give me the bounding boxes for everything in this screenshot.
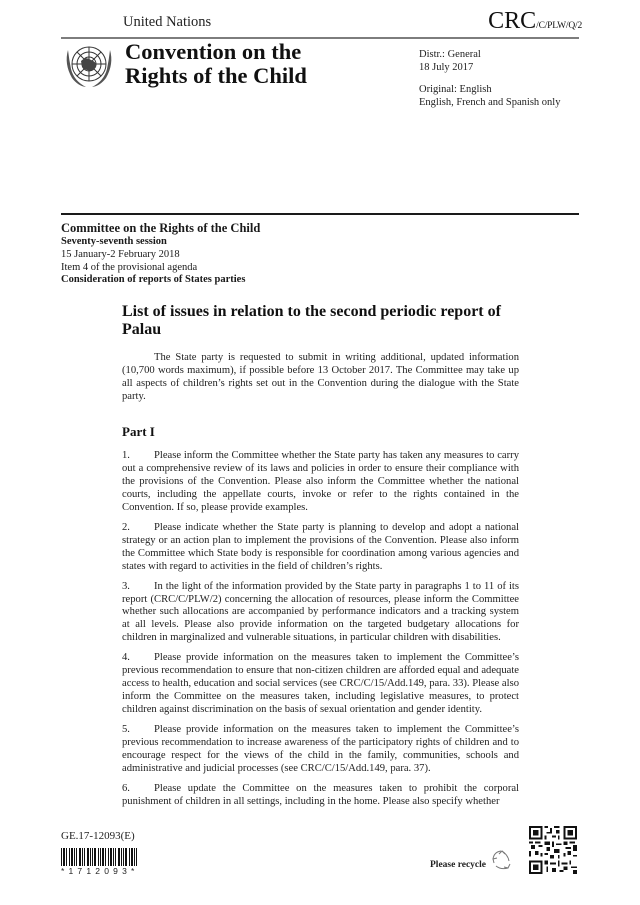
- qr-code-icon: [529, 826, 577, 874]
- part-heading: Part I: [122, 424, 155, 439]
- document-title: List of issues in relation to the second periodic report of Palau: [122, 303, 501, 338]
- title-line-2: Rights of the Child: [125, 63, 307, 88]
- paragraph-text: Please update the Committee on the measures taken to prohibit the corporal punishment of children in all settings, including in the home. Please also specify whether: [122, 782, 519, 807]
- agenda-item: Item 4 of the provisional agenda: [61, 261, 198, 273]
- section-rule: [61, 213, 579, 215]
- paragraph-text: Please provide information on the measures taken to implement the Committee’s previous recommendation to increase awareness of the participatory rights of children and to encourage respect for the views of the child in the family, communities, schools and administrative and judicial processes (see CRC/C/15/Add.149, para. 37).: [122, 724, 519, 774]
- distr-date: 18 July 2017: [419, 62, 474, 73]
- languages: English, French and Spanish only: [419, 97, 561, 108]
- recycle-label: Please recycle: [430, 860, 486, 870]
- un-emblem-icon: [62, 40, 116, 90]
- paragraph: [122, 783, 519, 809]
- organization-name: United Nations: [123, 14, 212, 30]
- document-symbol: [488, 8, 582, 35]
- paragraph: [122, 652, 519, 717]
- recycle-icon: [490, 849, 514, 873]
- committee-block: [61, 220, 260, 287]
- paragraph: [122, 581, 519, 646]
- paragraph-text: Please indicate whether the State party is planning to develop and adopt a national strategy or an action plan to implement the provisions of the Convention. Please also inform the Committee which State body is responsible for coordination among various agencies and states with regard to activities in the field of children’s rights.: [122, 521, 519, 572]
- session-dates: 15 January-2 February 2018: [61, 248, 180, 260]
- paragraph-text: Please inform the Committee whether the State party has taken any measures to carry out a comprehensive review of its laws and policies in order to ensure their compliance with the provisions of the Convention. Please also inform the Committee whether the national courts, including the appellate courts, invoke or refer to the rights contained in the Convention. If so, please provide examples.: [122, 450, 519, 513]
- treaty-body-title: [125, 40, 307, 88]
- paragraph-number: 6.: [122, 782, 130, 794]
- session: Seventy-seventh session: [61, 236, 167, 247]
- paragraph-text: In the light of the information provided by the State party in paragraphs 1 to 11 of its report (CRC/C/PLW/2) concerning the allocation of resources, please inform the Committee whether such allocations are accompanied by performance indicators and a tracking system at all levels. Please also provide information on the targeted budgetary allocations for children in marginalized and vulnerable situations, in particular children with disabilities.: [122, 580, 519, 644]
- agenda-title: Consideration of reports of States parties: [61, 274, 246, 286]
- barcode-icon: [61, 848, 151, 866]
- paragraph-number: 2.: [122, 521, 130, 533]
- paragraph: [122, 450, 519, 515]
- barcode-number: *1712093*: [61, 866, 139, 876]
- distr-status: Distr.: General: [419, 49, 481, 60]
- original-language: Original: English: [419, 84, 492, 95]
- paragraph: [122, 522, 519, 574]
- title-line-1: Convention on the: [125, 39, 302, 64]
- symbol-main: CRC: [488, 8, 537, 34]
- paragraph-list: [122, 450, 519, 816]
- paragraph-number: 5.: [122, 724, 130, 736]
- paragraph: [122, 724, 519, 776]
- paragraph-number: 3.: [122, 580, 130, 592]
- paragraph-text: Please provide information on the measures taken to implement the Committee’s previous recommendation to ensure that non-citizen children are afforded equal and adequate access to health, education and social services (see CRC/C/15/Add.149, para. 33). Please also inform the Committee on the measures taken, including legislative measures, to protect children against discrimination on the basis of sexual orientation and gender identity.: [122, 652, 519, 716]
- intro-paragraph: The State party is requested to submit in writing additional, updated information (10,700 words maximum), if possible before 13 October 2017. The Committee may take up all aspects of children’s rights set out in the Convention during the dialogue with the State party.: [122, 352, 519, 402]
- symbol-sub: /C/PLW/Q/2: [536, 21, 582, 31]
- paragraph-number: 4.: [122, 652, 130, 664]
- paragraph-number: 1.: [122, 450, 130, 461]
- distribution-block: [419, 48, 560, 109]
- committee-name: Committee on the Rights of the Child: [61, 221, 261, 235]
- job-number: GE.17-12093(E): [61, 830, 135, 842]
